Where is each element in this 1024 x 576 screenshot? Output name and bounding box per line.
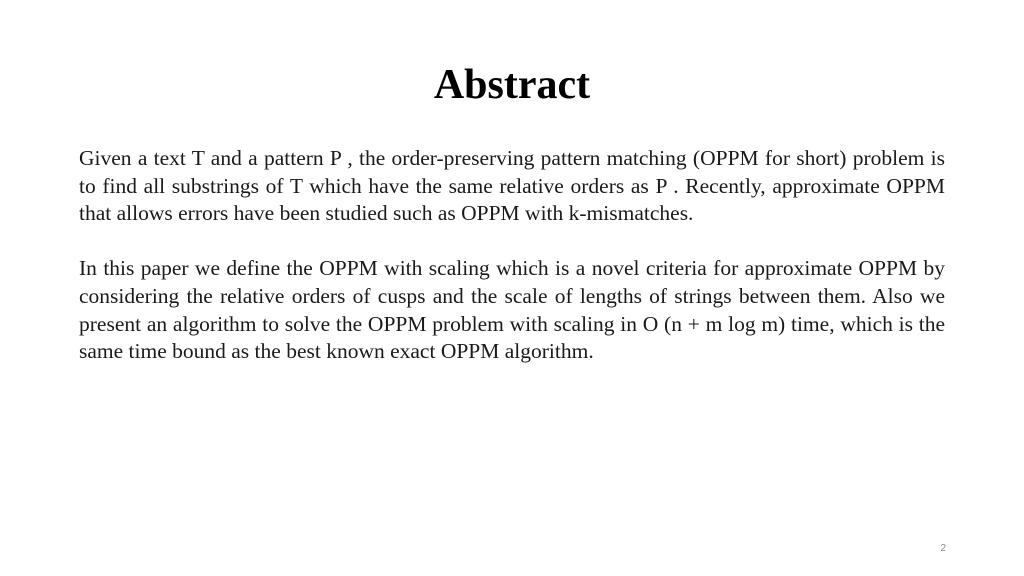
abstract-body [79,145,945,366]
abstract-paragraph-2: In this paper we define the OPPM with scaling which is a novel criteria for approximate OPPM by considering the relative orders of cusps and the scale of lengths of strings between them. Also we present an algorithm to solve the OPPM problem with scaling in O (n + m log m) time, which is the same time bound as the best known exact OPPM algorithm. [79,256,945,364]
slide-title: Abstract [433,62,591,108]
abstract-paragraph-1: Given a text T and a pattern P , the order-preserving pattern matching (OPPM for short) problem is to find all substrings of T which have the same relative orders as P . Recently, approximate OPPM that allows errors have been studied such as OPPM with k-mismatches. [79,146,945,226]
page-number: 2 [940,543,946,554]
